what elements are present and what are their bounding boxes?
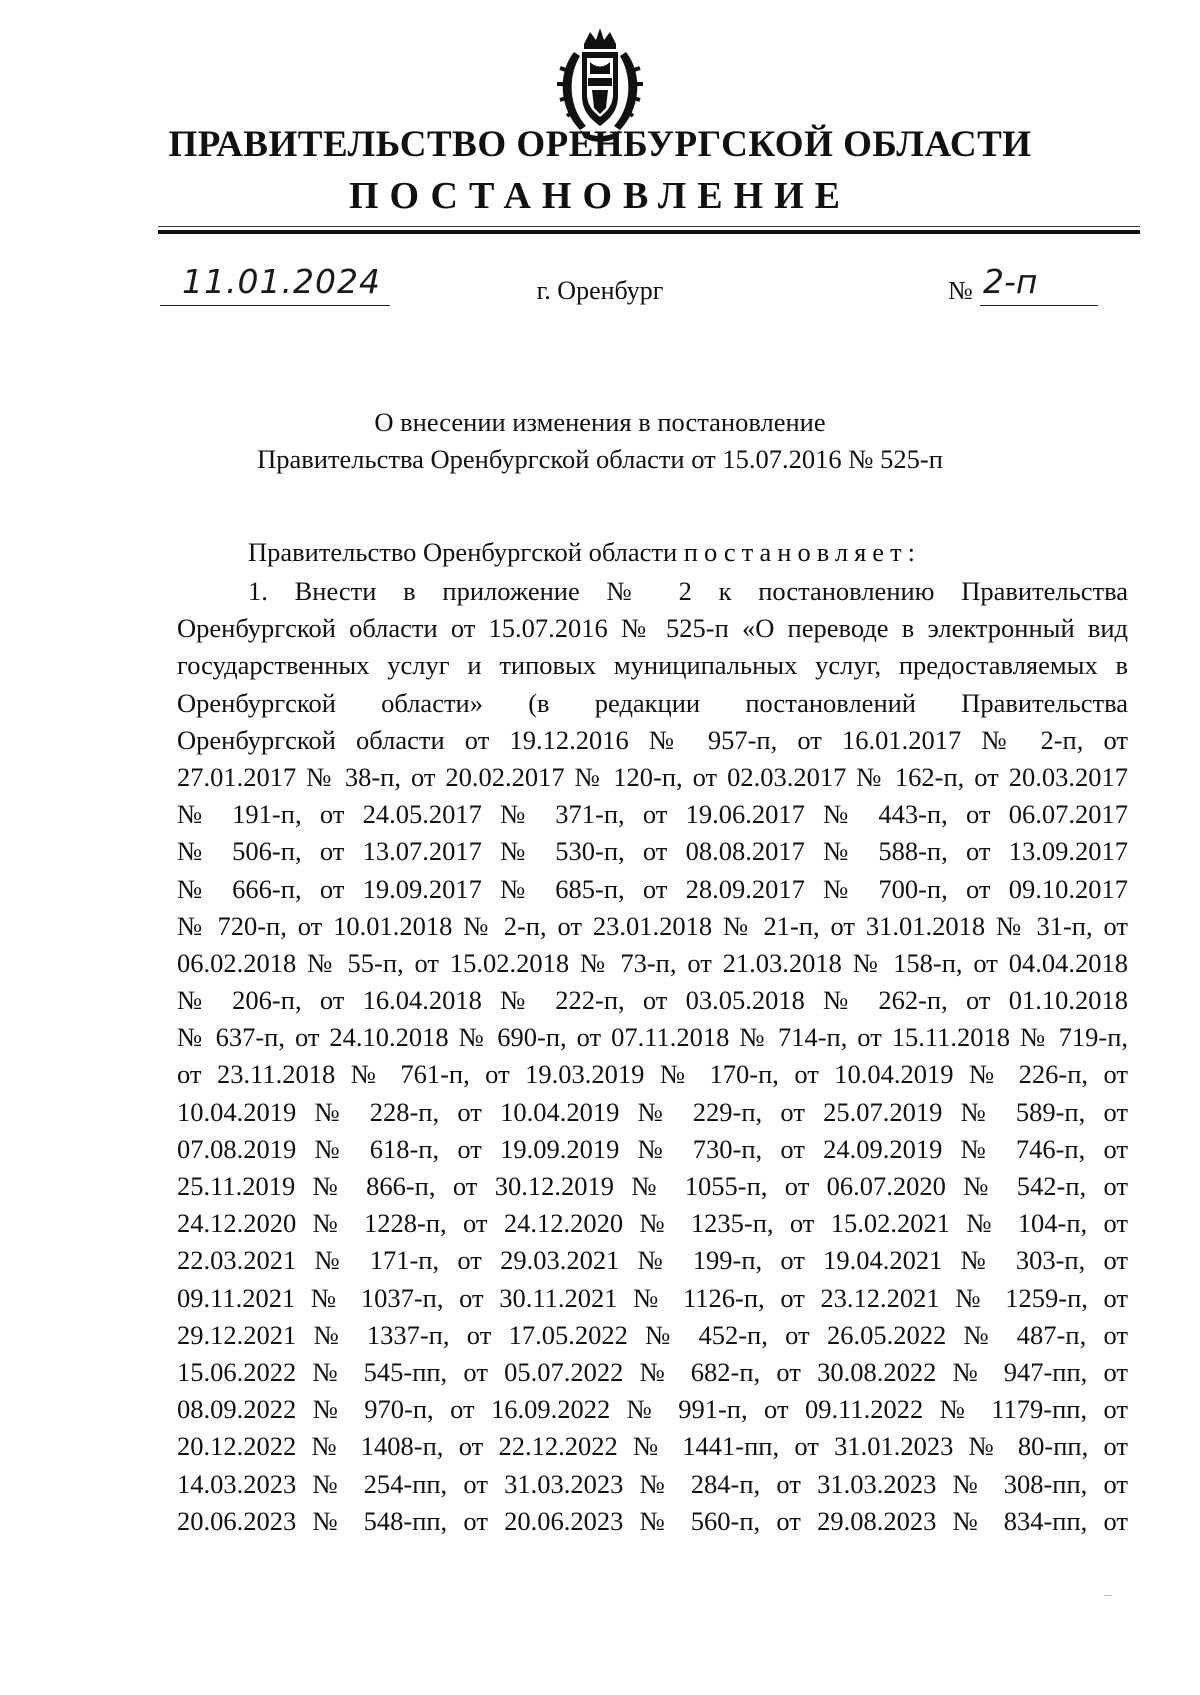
number-underline [980,305,1098,306]
organization-title: ПРАВИТЕЛЬСТВО ОРЕНБУРГСКОЙ ОБЛАСТИ [168,124,1032,165]
header-divider-thin [158,226,1140,227]
scan-mark [1104,1595,1112,1596]
body-text [177,573,1128,1540]
body-line: 27.01.2017 № 38-п, от 20.02.2017 № 120-п, от 02.03.2017 № 162-п, от 20.03.2017 [177,761,1128,792]
body-line: 1. Внести в приложение № 2 к постановлению Правительства [248,576,1128,606]
body-line: 24.12.2020 № 1228-п, от 24.12.2020 № 1235-п, от 15.02.2021 № 104-п, от [177,1208,1128,1239]
body-line: от 23.11.2018 № 761-п, от 19.03.2019 № 170-п, от 10.04.2019 № 226-п, от [177,1059,1128,1090]
preamble-verb: постановляет: [683,537,922,567]
body-line: Оренбургской области от 19.12.2016 № 957-п, от 16.01.2017 № 2-п, от [177,724,1128,755]
body-line: 29.12.2021 № 1337-п, от 17.05.2022 № 452-п, от 26.05.2022 № 487-п, от [177,1319,1128,1350]
handwritten-number: 2-п [983,262,1038,301]
body-line: 08.09.2022 № 970-п, от 16.09.2022 № 991-п, от 09.11.2022 № 1179-пп, от [177,1394,1128,1425]
body-line: № 666-п, от 19.09.2017 № 685-п, от 28.09.2017 № 700-п, от 09.10.2017 [177,873,1128,904]
document-type-title: ПОСТАНОВЛЕНИЕ [348,175,852,217]
body-line: Оренбургской области» (в редакции постановлений Правительства [177,687,1128,718]
subject-line: Правительства Оренбургской области от 15.07.2016 № 525-п [257,444,943,474]
body-line: № 637-п, от 24.10.2018 № 690-п, от 07.11.2018 № 714-п, от 15.11.2018 № 719-п, [177,1022,1128,1053]
body-line: 20.06.2023 № 548-пп, от 20.06.2023 № 560-п, от 29.08.2023 № 834-пп, от [177,1505,1128,1536]
city-label: г. Оренбург [536,276,664,305]
body-line: 07.08.2019 № 618-п, от 19.09.2019 № 730-п, от 24.09.2019 № 746-п, от [177,1133,1128,1164]
body-line: 14.03.2023 № 254-пп, от 31.03.2023 № 284-п, от 31.03.2023 № 308-пп, от [177,1468,1128,1499]
preamble [248,534,1128,571]
body-line: 22.03.2021 № 171-п, от 29.03.2021 № 199-п, от 19.04.2021 № 303-п, от [177,1245,1128,1276]
number-label: № [948,276,973,305]
body-line: 10.04.2019 № 228-п, от 10.04.2019 № 229-п, от 25.07.2019 № 589-п, от [177,1096,1128,1127]
body-line: № 720-п, от 10.01.2018 № 2-п, от 23.01.2018 № 21-п, от 31.01.2018 № 31-п, от [177,910,1128,941]
body-line: № 206-п, от 16.04.2018 № 222-п, от 03.05.2018 № 262-п, от 01.10.2018 [177,985,1128,1016]
body-line: 20.12.2022 № 1408-п, от 22.12.2022 № 1441-пп, от 31.01.2023 № 80-пп, от [177,1431,1128,1462]
header-divider-thick [158,230,1140,234]
preamble-lead: Правительство Оренбургской области [248,537,684,567]
subject-line: О внесении изменения в постановление [374,407,826,437]
body-line: № 506-п, от 13.07.2017 № 530-п, от 08.08.2017 № 588-п, от 13.09.2017 [177,836,1128,867]
body-line: 25.11.2019 № 866-п, от 30.12.2019 № 1055-п, от 06.07.2020 № 542-п, от [177,1171,1128,1201]
body-line: Оренбургской области от 15.07.2016 № 525-п «О переводе в электронный вид [177,613,1128,644]
document-subject [0,404,1200,478]
handwritten-date: 11.01.2024 [182,262,381,301]
body-line: государственных услуг и типовых муниципальных услуг, предоставляемых в [177,650,1128,681]
body-line: № 191-п, от 24.05.2017 № 371-п, от 19.06.2017 № 443-п, от 06.07.2017 [177,799,1128,830]
body-line: 15.06.2022 № 545-пп, от 05.07.2022 № 682-п, от 30.08.2022 № 947-пп, от [177,1356,1128,1387]
body-line: 09.11.2021 № 1037-п, от 30.11.2021 № 1126-п, от 23.12.2021 № 1259-п, от [177,1282,1128,1313]
body-line: 06.02.2018 № 55-п, от 15.02.2018 № 73-п, от 21.03.2018 № 158-п, от 04.04.2018 [177,947,1128,978]
